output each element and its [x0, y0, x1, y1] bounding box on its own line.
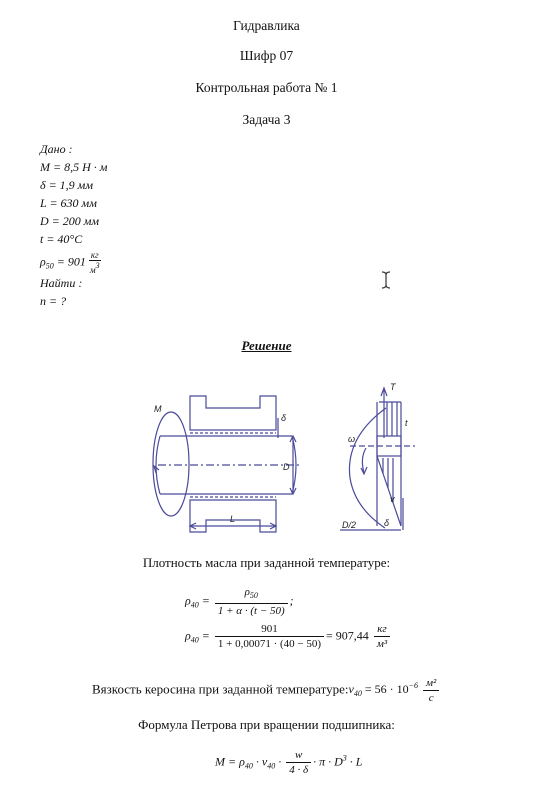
given-M: M = 8,5 Н · м	[40, 160, 108, 174]
bearing-figure	[150, 378, 420, 533]
solution-title: Решение	[241, 338, 292, 353]
given-D: D = 200 мм	[40, 214, 100, 228]
given-block	[40, 140, 107, 310]
fig-label-delta2: δ	[384, 518, 390, 528]
fig-label-T: T	[390, 382, 396, 392]
fig-label-L: L	[230, 514, 236, 524]
text-cursor-icon	[380, 270, 392, 290]
fig-label-D2: D/2	[342, 520, 357, 530]
fig-label-v: v	[390, 494, 395, 504]
moment-ellipse	[153, 412, 189, 516]
viscosity-text: Вязкость керосина при заданной температуре:	[92, 681, 349, 697]
cipher-line: Шифр 07	[239, 48, 294, 63]
density-formula-2: $\rho_{40}$ = $\frac{901}{1 + 0,00071 \cdot (40 - 50)}$ = 907,44 $\frac{кг}{\text{м³}}$	[185, 622, 392, 651]
fig-label-t: t	[405, 418, 408, 428]
density-text: Плотность масла при заданной температуре:	[142, 555, 391, 570]
petrov-text: Формула Петрова при вращении подшипника:	[138, 717, 395, 732]
find-label: Найти :	[40, 276, 83, 290]
viscosity-line: Вязкость керосина при заданной $температуре:\nu_{40} = 56 \cdot 10^{-6}$ $\frac{\text{м²}}{с}$	[92, 676, 441, 705]
find-value: n = ?	[40, 294, 67, 308]
upper-bushing	[190, 396, 276, 430]
fig-label-delta: δ	[281, 413, 287, 423]
given-delta: δ = 1,9 мм	[40, 178, 93, 192]
given-t: t = 40°C	[40, 232, 83, 246]
work-title: Контрольная работа № 1	[195, 80, 338, 95]
given-rho: $\rho_{50} = 901$ $\frac{кг}{м3}$	[40, 250, 100, 275]
task-title: Задача 3	[242, 112, 291, 127]
density-formula-1: $\rho_{40}$ = $\frac{\rho_{50}}{1 + \alpha \cdot (t - 50)}$ ;	[185, 586, 294, 617]
fig-label-M: M	[154, 404, 162, 414]
fig-label-D: D	[283, 462, 290, 472]
given-label: Дано :	[40, 142, 73, 156]
petrov-formula: $M = \rho_{40} \cdot \nu_{40}$ · $\frac{w}{4 \cdot \delta}$ · $\pi \cdot D^3 \cdot L$	[215, 749, 363, 776]
given-L: L = 630 мм	[40, 196, 97, 210]
fig-label-omega: ω	[348, 434, 356, 444]
subject-title: Гидравлика	[233, 18, 300, 33]
